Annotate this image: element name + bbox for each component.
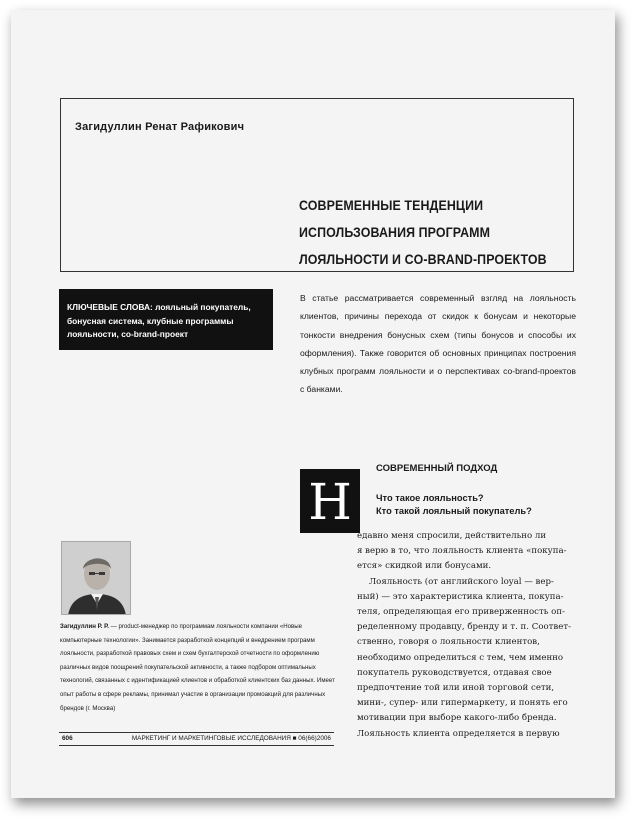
drop-cap: Н (300, 469, 360, 533)
body-line: едавно меня спросили, действительно ли (357, 531, 547, 541)
body-line: ственно, говоря о лояльности клиентов, (357, 637, 540, 648)
body-line: теля, определяющая его приверженность оп- (357, 607, 565, 618)
title-line: ИСПОЛЬЗОВАНИЯ ПРОГРАММ (299, 225, 491, 240)
body-line: ределенному продавцу, бренду и т. п. Соответ- (357, 622, 572, 633)
keywords-box: КЛЮЧЕВЫЕ СЛОВА: лояльный покупатель, бонусная система, клубные программы лояльности, co-brand-проект (59, 289, 273, 350)
abstract: В статье рассматривается современный взгляд на лояльность клиентов, причины перехода от скидок к бонусам и некоторые тонкости внедрения бонусных схем (типы бонусов и способы их оформления). Также говорится об основных принципах построения клубных программ лояльности и о перспективах co-brand-проектов с банками. (300, 293, 576, 395)
question-line: Кто такой лояльный покупатель? (376, 505, 532, 516)
title-line: СОВРЕМЕННЫЕ ТЕНДЕНЦИИ (299, 198, 484, 213)
article-title (299, 192, 547, 273)
body-line: мини-, супер- или гипермаркету, и понять его (357, 698, 568, 709)
body-line: Лояльность клиента определяется в первую (357, 728, 560, 739)
body-line: покупатель руководствуется, отдавая свое (357, 667, 552, 678)
body-line: мотивации при выборе какого-либо бренда. (357, 713, 557, 724)
article-body (357, 529, 574, 742)
body-line: ный) — это характеристика клиента, покупа- (357, 591, 564, 602)
body-line: предпочтение той или иной торговой сети, (357, 683, 555, 694)
author-photo (61, 541, 131, 615)
author-portrait-icon (62, 542, 131, 615)
section-questions (376, 492, 532, 518)
body-line: ется» скидкой или бонусами. (357, 561, 492, 572)
body-line: необходимо определиться с тем, чем именно (357, 652, 564, 663)
body-line: я верю в то, что лояльность клиента «покупа- (357, 546, 567, 557)
body-line: Лояльность (от английского loyal — вер- (369, 576, 554, 587)
bio-name: Загидуллин Р. Р. (60, 623, 109, 630)
question-line: Что такое лояльность? (376, 493, 484, 503)
bio-text: — product-менеджер по программам лояльности компании «Новые компьютерные технологии». Занимается разработкой концепций и внедрением программ лояльности, разработкой правовых схем и схем бухгалтерской отчетности по оформлению различных видов поощрений покупательской активности, а также подбором оптимальных технологий, связанных с идентификацией клиентов и обработкой клиентских баз данных. Имеет опыт работы в сфере рекламы, принимал участие в организации промоакций для различных брендов (г. Москва) (60, 623, 335, 712)
page-footer (59, 732, 334, 746)
header-frame (60, 98, 574, 272)
journal-name: МАРКЕТИНГ И МАРКЕТИНГОВЫЕ ИССЛЕДОВАНИЯ ■ 06(66)2006 (131, 735, 331, 742)
author-name: Загидуллин Ренат Рафикович (75, 121, 245, 133)
page-number: 606 (62, 735, 73, 742)
section-heading: СОВРЕМЕННЫЙ ПОДХОД (376, 463, 498, 474)
author-bio (60, 620, 335, 715)
title-line: ЛОЯЛЬНОСТИ И CO-BRAND-ПРОЕКТОВ (299, 252, 547, 267)
document-page (11, 10, 615, 798)
